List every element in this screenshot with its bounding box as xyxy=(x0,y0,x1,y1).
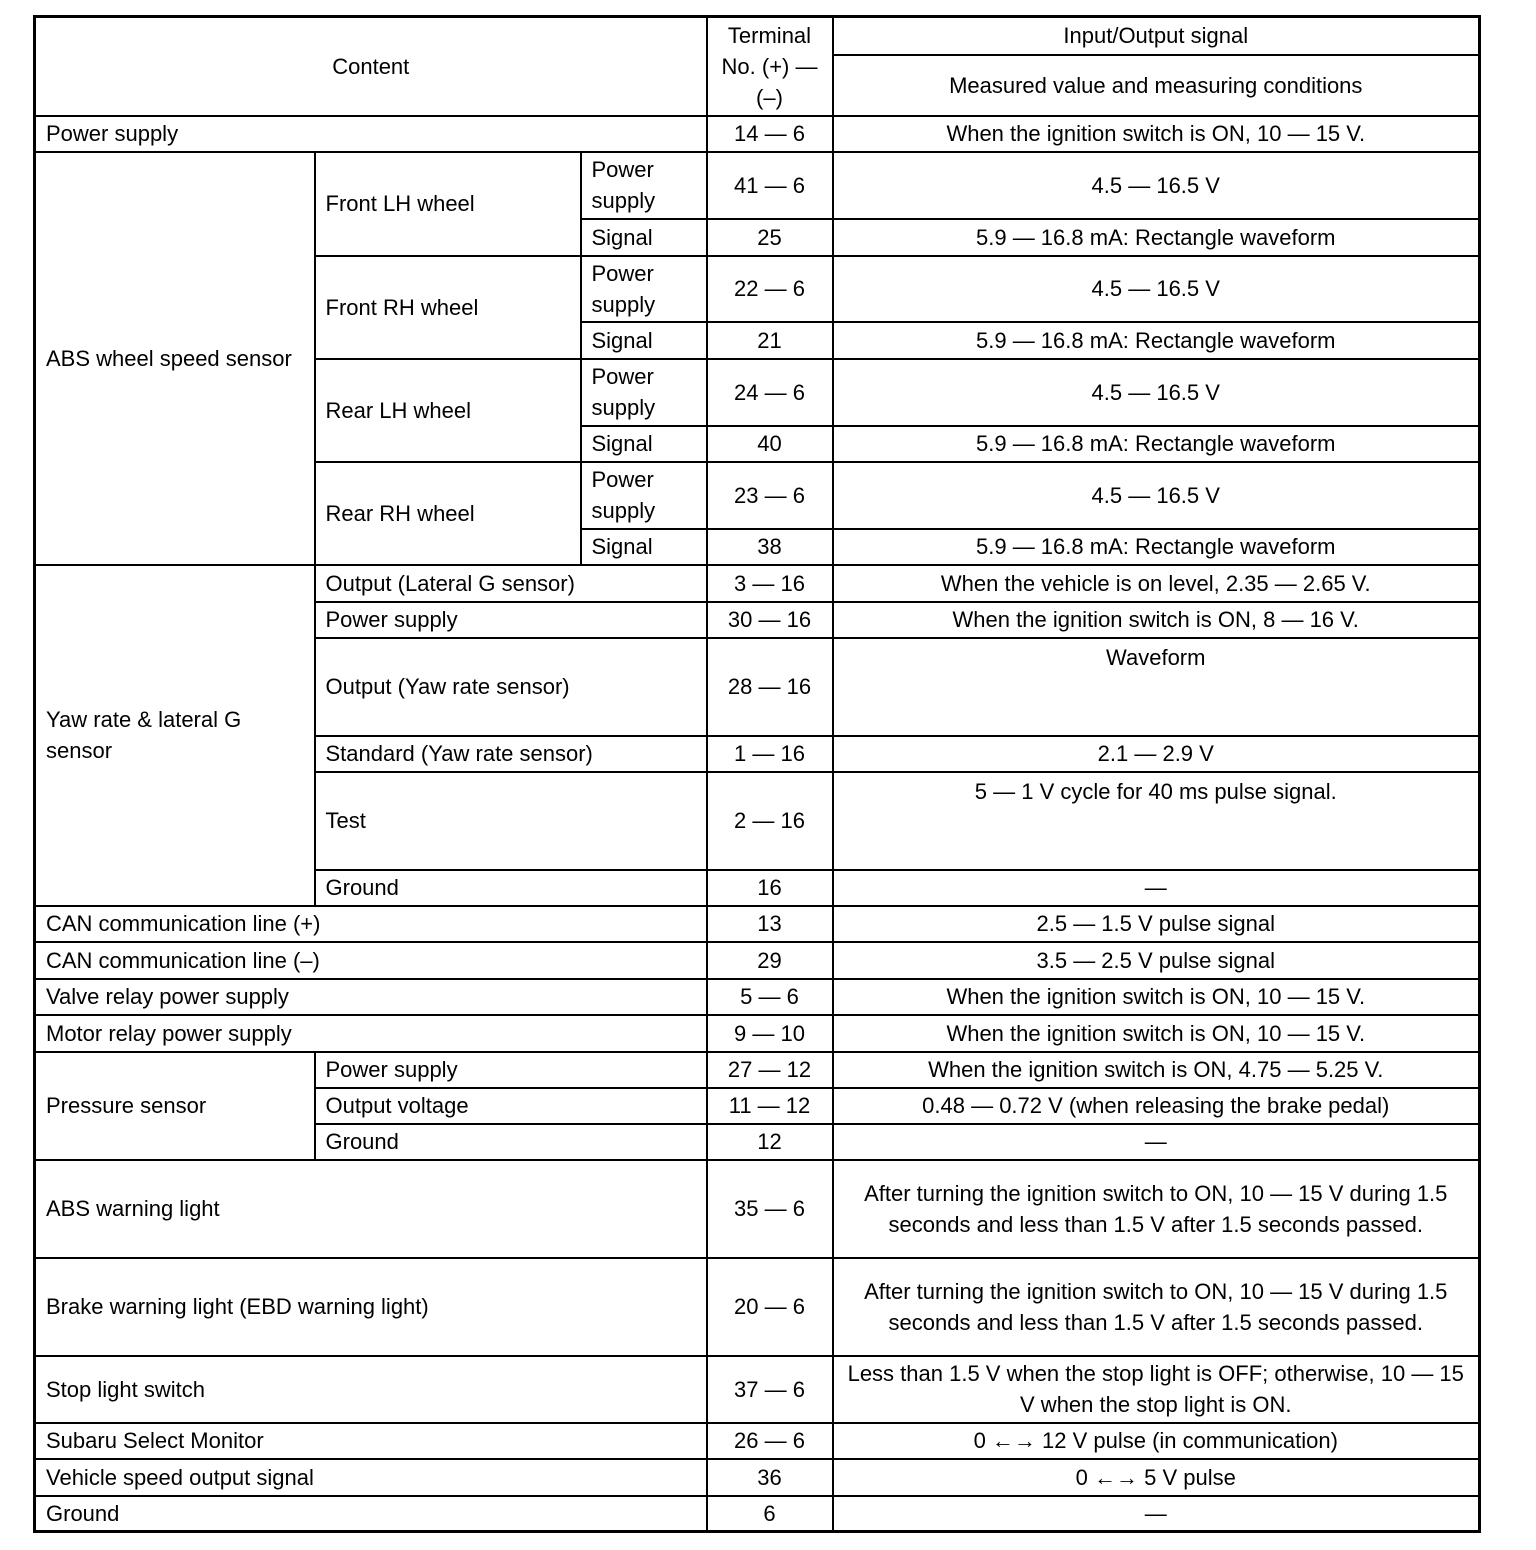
ground-label: Ground xyxy=(35,1496,707,1532)
ssm-label: Subaru Select Monitor xyxy=(35,1423,707,1459)
pressure-power-label: Power supply xyxy=(315,1052,707,1088)
yaw-output-value: Waveform xyxy=(833,638,1480,736)
header-measured: Measured value and measuring conditions xyxy=(833,55,1480,116)
front-rh-power-terminal: 22 — 6 xyxy=(707,256,833,322)
ground-terminal: 6 xyxy=(707,1496,833,1532)
yaw-standard-value: 2.1 — 2.9 V xyxy=(833,736,1480,772)
front-lh-power-label: Power supply xyxy=(581,152,707,219)
abs-warning-terminal: 35 — 6 xyxy=(707,1160,833,1258)
rear-rh-power-label: Power supply xyxy=(581,462,707,529)
front-lh-signal-value: 5.9 — 16.8 mA: Rectangle waveform xyxy=(833,219,1480,256)
yaw-lateral-terminal: 3 — 16 xyxy=(707,565,833,602)
valve-relay-terminal: 5 — 6 xyxy=(707,979,833,1015)
rear-lh-power-terminal: 24 — 6 xyxy=(707,359,833,426)
rear-lh-signal-terminal: 40 xyxy=(707,426,833,462)
yaw-test-label: Test xyxy=(315,772,707,870)
rear-lh-label: Rear LH wheel xyxy=(315,359,581,462)
yaw-ground-terminal: 16 xyxy=(707,870,833,906)
can-plus-terminal: 13 xyxy=(707,906,833,942)
yaw-lateral-label: Output (Lateral G sensor) xyxy=(315,565,707,602)
ground-value: — xyxy=(833,1496,1480,1532)
vspeed-value: 0 ←→ 5 V pulse xyxy=(833,1459,1480,1496)
pressure-ground-terminal: 12 xyxy=(707,1124,833,1160)
pressure-sensor-label: Pressure sensor xyxy=(35,1052,315,1160)
header-io-signal: Input/Output signal xyxy=(833,17,1480,55)
ssm-terminal: 26 — 6 xyxy=(707,1423,833,1459)
rear-rh-power-terminal: 23 — 6 xyxy=(707,462,833,529)
front-lh-signal-terminal: 25 xyxy=(707,219,833,256)
header-terminal: Terminal No. (+) — (–) xyxy=(707,17,833,116)
yaw-output-terminal: 28 — 16 xyxy=(707,638,833,736)
rear-rh-signal-terminal: 38 xyxy=(707,529,833,565)
pressure-ground-label: Ground xyxy=(315,1124,707,1160)
front-lh-signal-label: Signal xyxy=(581,219,707,256)
pressure-power-value: When the ignition switch is ON, 4.75 — 5.25 V. xyxy=(833,1052,1480,1088)
brake-warning-value: After turning the ignition switch to ON, 10 — 15 V during 1.5 seconds and less than 1.5 V after 1.5 seconds passed. xyxy=(833,1258,1480,1356)
yaw-power-value: When the ignition switch is ON, 8 — 16 V. xyxy=(833,602,1480,638)
yaw-ground-value: — xyxy=(833,870,1480,906)
can-plus-value: 2.5 — 1.5 V pulse signal xyxy=(833,906,1480,942)
valve-relay-value: When the ignition switch is ON, 10 — 15 V. xyxy=(833,979,1480,1015)
row-power-supply-value: When the ignition switch is ON, 10 — 15 V. xyxy=(833,116,1480,152)
rear-rh-power-value: 4.5 — 16.5 V xyxy=(833,462,1480,529)
can-minus-terminal: 29 xyxy=(707,942,833,979)
yaw-ground-label: Ground xyxy=(315,870,707,906)
yaw-test-value: 5 — 1 V cycle for 40 ms pulse signal. xyxy=(833,772,1480,870)
yaw-output-label: Output (Yaw rate sensor) xyxy=(315,638,707,736)
yaw-standard-terminal: 1 — 16 xyxy=(707,736,833,772)
yaw-power-label: Power supply xyxy=(315,602,707,638)
vspeed-label: Vehicle speed output signal xyxy=(35,1459,707,1496)
can-minus-label: CAN communication line (–) xyxy=(35,942,707,979)
yaw-test-terminal: 2 — 16 xyxy=(707,772,833,870)
rear-lh-signal-label: Signal xyxy=(581,426,707,462)
header-content: Content xyxy=(35,17,707,116)
front-rh-label: Front RH wheel xyxy=(315,256,581,359)
rear-lh-power-label: Power supply xyxy=(581,359,707,426)
front-lh-power-value: 4.5 — 16.5 V xyxy=(833,152,1480,219)
front-rh-power-value: 4.5 — 16.5 V xyxy=(833,256,1480,322)
yaw-standard-label: Standard (Yaw rate sensor) xyxy=(315,736,707,772)
pressure-output-terminal: 11 — 12 xyxy=(707,1088,833,1124)
abs-warning-value: After turning the ignition switch to ON, 10 — 15 V during 1.5 seconds and less than 1.5 V after 1.5 seconds passed. xyxy=(833,1160,1480,1258)
motor-relay-value: When the ignition switch is ON, 10 — 15 V. xyxy=(833,1015,1480,1052)
pressure-power-terminal: 27 — 12 xyxy=(707,1052,833,1088)
stop-light-value: Less than 1.5 V when the stop light is OFF; otherwise, 10 — 15 V when the stop light is ON. xyxy=(833,1356,1480,1423)
yaw-sensor-label: Yaw rate & lateral G sensor xyxy=(35,565,315,906)
brake-warning-terminal: 20 — 6 xyxy=(707,1258,833,1356)
ssm-value: 0 ←→ 12 V pulse (in communication) xyxy=(833,1423,1480,1459)
yaw-power-terminal: 30 — 16 xyxy=(707,602,833,638)
pressure-output-value: 0.48 — 0.72 V (when releasing the brake pedal) xyxy=(833,1088,1480,1124)
front-rh-signal-value: 5.9 — 16.8 mA: Rectangle waveform xyxy=(833,322,1480,359)
rear-rh-signal-label: Signal xyxy=(581,529,707,565)
pressure-ground-value: — xyxy=(833,1124,1480,1160)
can-minus-value: 3.5 — 2.5 V pulse signal xyxy=(833,942,1480,979)
motor-relay-label: Motor relay power supply xyxy=(35,1015,707,1052)
row-power-supply-terminal: 14 — 6 xyxy=(707,116,833,152)
rear-lh-power-value: 4.5 — 16.5 V xyxy=(833,359,1480,426)
front-rh-signal-label: Signal xyxy=(581,322,707,359)
vspeed-terminal: 36 xyxy=(707,1459,833,1496)
abs-warning-label: ABS warning light xyxy=(35,1160,707,1258)
front-lh-power-terminal: 41 — 6 xyxy=(707,152,833,219)
rear-rh-signal-value: 5.9 — 16.8 mA: Rectangle waveform xyxy=(833,529,1480,565)
stop-light-label: Stop light switch xyxy=(35,1356,707,1423)
front-rh-signal-terminal: 21 xyxy=(707,322,833,359)
valve-relay-label: Valve relay power supply xyxy=(35,979,707,1015)
rear-rh-label: Rear RH wheel xyxy=(315,462,581,565)
brake-warning-label: Brake warning light (EBD warning light) xyxy=(35,1258,707,1356)
front-lh-label: Front LH wheel xyxy=(315,152,581,256)
abs-sensor-label: ABS wheel speed sensor xyxy=(35,152,315,565)
yaw-lateral-value: When the vehicle is on level, 2.35 — 2.65 V. xyxy=(833,565,1480,602)
can-plus-label: CAN communication line (+) xyxy=(35,906,707,942)
front-rh-power-label: Power supply xyxy=(581,256,707,322)
motor-relay-terminal: 9 — 10 xyxy=(707,1015,833,1052)
pressure-output-label: Output voltage xyxy=(315,1088,707,1124)
terminal-spec-table xyxy=(33,15,1481,1533)
stop-light-terminal: 37 — 6 xyxy=(707,1356,833,1423)
rear-lh-signal-value: 5.9 — 16.8 mA: Rectangle waveform xyxy=(833,426,1480,462)
row-power-supply-label: Power supply xyxy=(35,116,707,152)
